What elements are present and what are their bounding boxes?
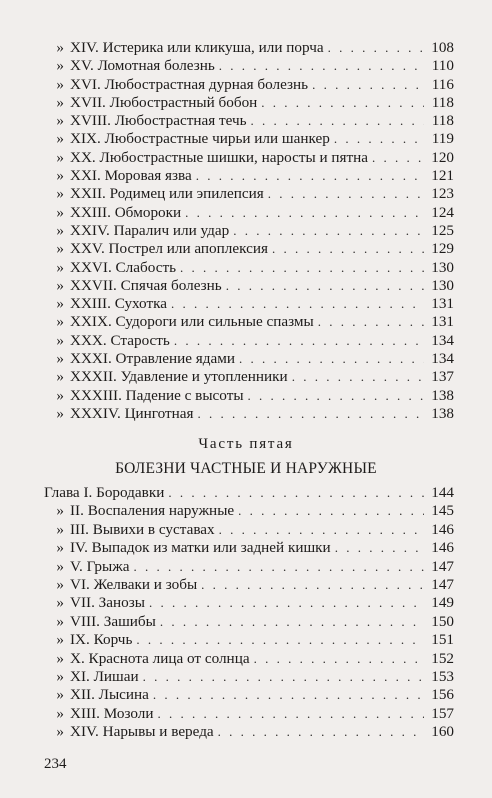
dot-leader [136,631,424,649]
ditto-mark: » [56,93,64,111]
toc-entry [44,705,454,723]
dot-leader [226,277,424,295]
toc-entry-title: VII. Занозы [70,594,145,612]
dot-leader [335,539,424,557]
toc-entry [44,650,454,668]
toc-entry-page: 138 [431,404,454,422]
toc-entry-page: 151 [431,631,454,649]
toc-entry-page: 147 [431,575,454,593]
toc-entry [44,222,454,240]
toc-entry-page: 129 [431,240,454,258]
toc-entry [44,405,454,423]
toc-entry-page: 150 [431,612,454,630]
ditto-mark: » [56,539,64,557]
ditto-mark: » [56,39,64,56]
ditto-mark: » [56,520,64,538]
toc-entry-page: 130 [431,258,454,276]
toc-entry [44,185,454,203]
toc-entry-title: X. Краснота лица от солнца [70,649,250,667]
toc-entry-title: Глава I. Бородавки [44,484,165,501]
toc-entry-title: XXI. Моровая язва [70,167,192,185]
toc-entry-title: V. Грыжа [70,557,130,575]
toc-entry [44,368,454,386]
dot-leader [218,723,424,741]
ditto-mark: » [56,313,64,331]
toc-entry [44,313,454,331]
ditto-mark: » [56,112,64,130]
toc-entry-page: 116 [431,75,454,93]
dot-leader [219,521,424,539]
toc-entry-title: XI. Лишаи [70,667,139,685]
toc-entry [44,39,454,57]
toc-entry-title: XVI. Любострастная дурная болезнь [70,75,309,93]
dot-leader [168,484,424,502]
ditto-mark: » [56,221,64,239]
toc-entry-title: VI. Желваки и зобы [70,575,198,593]
ditto-mark: » [56,368,64,386]
toc-entry-page: 146 [431,520,454,538]
ditto-mark: » [56,686,64,704]
toc-entry [44,484,454,502]
toc-entry [44,594,454,612]
toc-entry [44,387,454,405]
toc-entry-page: 119 [431,130,454,148]
toc-entry-page: 125 [431,221,454,239]
toc-entry [44,502,454,520]
ditto-mark: » [56,612,64,630]
ditto-mark: » [56,502,64,520]
toc-entry-title: XX. Любострастные шишки, наросты и пятна [70,148,368,166]
toc-entry-page: 134 [431,350,454,368]
dot-leader [160,613,424,631]
toc-entry [44,613,454,631]
toc-entry [44,76,454,94]
toc-section-2 [44,484,454,741]
toc-entry [44,723,454,741]
toc-entry-title: XVII. Любострастный бобон [70,93,258,111]
ditto-mark: » [56,594,64,612]
dot-leader [196,167,424,185]
toc-entry-page: 156 [431,686,454,704]
toc-entry-page: 160 [431,723,454,741]
toc-entry [44,576,454,594]
ditto-mark: » [56,631,64,649]
toc-entry-title: XII. Лысина [70,686,149,704]
toc-entry-title: XXV. Пострел или апоплексия [70,240,268,258]
dot-leader [133,558,424,576]
toc-entry-page: 147 [431,557,454,575]
dot-leader [318,313,424,331]
ditto-mark: » [56,557,64,575]
toc-entry-page: 121 [431,167,454,185]
page-number: 234 [44,756,67,772]
toc-entry-title: XIV. Истерика или кликуша, или порча [70,39,324,56]
ditto-mark: » [56,203,64,221]
dot-leader [143,668,424,686]
toc-entry [44,539,454,557]
ditto-mark: » [56,575,64,593]
toc-entry-title: II. Воспаления наружные [70,502,235,520]
toc-entry-title: XXXIII. Падение с высоты [70,386,244,404]
dot-leader [174,332,424,350]
toc-entry-page: 130 [431,276,454,294]
toc-entry-page: 137 [431,368,454,386]
ditto-mark: » [56,148,64,166]
dot-leader [239,350,424,368]
toc-entry [44,686,454,704]
ditto-mark: » [56,667,64,685]
dot-leader [153,686,424,704]
toc-entry-title: IV. Выпадок из матки или задней кишки [70,539,331,557]
toc-entry-title: XXXI. Отравление ядами [70,350,235,368]
ditto-mark: » [56,75,64,93]
toc-entry-page: 110 [431,57,454,75]
toc-entry-page: 149 [431,594,454,612]
toc-entry-page: 153 [431,667,454,685]
toc-entry-title: XXII. Родимец или эпилепсия [70,185,264,203]
toc-entry-title: XXIII. Обмороки [70,203,182,221]
toc-entry-page: 144 [431,484,454,501]
toc-entry-page: 134 [431,331,454,349]
dot-leader [238,502,424,520]
toc-entry [44,521,454,539]
toc-entry [44,259,454,277]
ditto-mark: » [56,331,64,349]
toc-entry-page: 108 [431,39,454,56]
dot-leader [312,76,424,94]
toc-entry-title: XXIV. Паралич или удар [70,221,230,239]
part-subtitle: БОЛЕЗНИ ЧАСТНЫЕ И НАРУЖНЫЕ [115,460,377,477]
toc-entry-page: 118 [431,93,454,111]
ditto-mark: » [56,350,64,368]
toc-entry-page: 118 [431,112,454,130]
toc-entry [44,204,454,222]
dot-leader [251,112,424,130]
dot-leader [334,130,424,148]
toc-entry-page: 123 [431,185,454,203]
dot-leader [248,387,424,405]
toc-entry [44,558,454,576]
dot-leader [185,204,424,222]
toc-entry [44,130,454,148]
toc-entry-title: XXXII. Удавление и утопленники [70,368,288,386]
ditto-mark: » [56,649,64,667]
toc-entry-title: XXXIV. Цинготная [70,404,194,422]
toc-entry-page: 145 [431,502,454,520]
toc-entry [44,277,454,295]
dot-leader [157,705,424,723]
toc-entry [44,350,454,368]
toc-entry [44,167,454,185]
toc-entry-title: XXIII. Сухотка [70,295,167,313]
toc-entry-page: 138 [431,386,454,404]
toc-entry-page: 120 [431,148,454,166]
dot-leader [328,39,424,57]
dot-leader [292,368,424,386]
toc-entry-title: XV. Ломотная болезнь [70,57,215,75]
toc-entry-title: III. Вывихи в суставах [70,520,215,538]
toc-entry [44,57,454,75]
toc-entry-page: 157 [431,704,454,722]
ditto-mark: » [56,404,64,422]
toc-entry [44,332,454,350]
ditto-mark: » [56,704,64,722]
dot-leader [171,295,424,313]
toc-section-1 [44,39,454,423]
dot-leader [180,259,424,277]
ditto-mark: » [56,295,64,313]
toc-entry [44,631,454,649]
dot-leader [254,650,424,668]
toc-entry-page: 152 [431,649,454,667]
toc-entry-page: 131 [431,295,454,313]
dot-leader [233,222,424,240]
dot-leader [272,240,424,258]
toc-entry-title: XIX. Любострастные чирьи или шанкер [70,130,330,148]
ditto-mark: » [56,130,64,148]
ditto-mark: » [56,185,64,203]
toc-entry-page: 146 [431,539,454,557]
toc-entry [44,149,454,167]
toc-entry-page: 124 [431,203,454,221]
toc-entry-title: VIII. Зашибы [70,612,156,630]
toc-entry-title: XXIX. Судороги или сильные спазмы [70,313,314,331]
ditto-mark: » [56,276,64,294]
toc-entry-title: XXX. Старость [70,331,170,349]
ditto-mark: » [56,258,64,276]
toc-entry [44,240,454,258]
toc-entry-page: 131 [431,313,454,331]
dot-leader [372,149,424,167]
toc-entry [44,112,454,130]
toc-entry-title: XXVII. Спячая болезнь [70,276,222,294]
part-title: Часть пятая [198,436,294,452]
ditto-mark: » [56,57,64,75]
dot-leader [198,405,424,423]
toc-entry [44,94,454,112]
toc-entry-title: XXVI. Слабость [70,258,177,276]
toc-entry [44,668,454,686]
dot-leader [219,57,424,75]
dot-leader [201,576,424,594]
toc-entry [44,295,454,313]
ditto-mark: » [56,386,64,404]
toc-entry-title: IX. Корчь [70,631,133,649]
toc-entry-title: XIII. Мозоли [70,704,154,722]
dot-leader [261,94,424,112]
ditto-mark: » [56,240,64,258]
ditto-mark: » [56,723,64,741]
toc-entry-title: XIV. Нарывы и вереда [70,723,214,741]
ditto-mark: » [56,167,64,185]
toc-entry-title: XVIII. Любострастная течь [70,112,247,130]
dot-leader [268,185,424,203]
dot-leader [149,594,424,612]
